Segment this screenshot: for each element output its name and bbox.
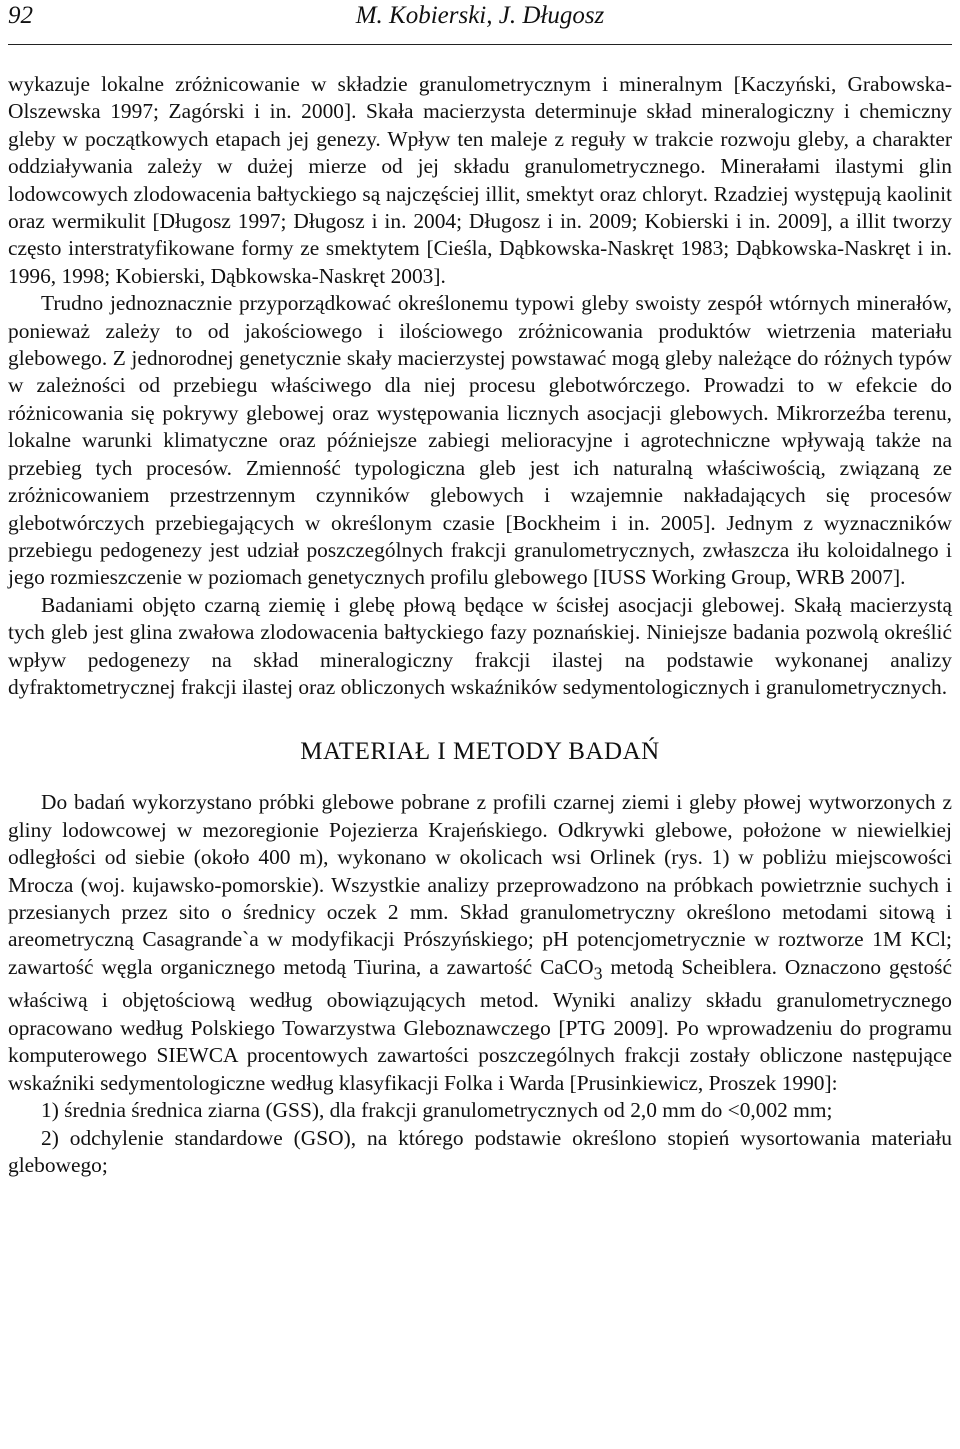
page bbox=[8, 0, 952, 1179]
methods-text-part-1: Do badań wykorzystano próbki glebowe pobrane z profili czarnej ziemi i gleby płowej wytworzonych z gliny lodowcowej w mezoregionie Pojezierza Krajeńskiego. Odkrywki glebowe, położone w niewielkiej odległości od siebie (około 400 m), wykonano w okolicach wsi Orlinek (rys. 1) w pobliżu miejscowości Mrocza (woj. kujawsko-pomorskie). Wszystkie analizy przeprowadzono na próbkach powietrznie suchych i przesianych przez sito o średnicy oczek 2 mm. Skład granulometryczny określono metodami sitową i areometryczną Casagrande`a w modyfikacji Prószyńskiego; pH potencjometrycznie w roztworze 1M KCl; zawartość węgla organicznego metodą Tiurina, a zawartość CaCO bbox=[8, 790, 952, 979]
paragraph-2: Trudno jednoznacznie przyporządkować określonemu typowi gleby swoisty zespół wtórnych minerałów, ponieważ zależy to od jakościowego i ilościowego zróżnicowania produktów wietrzenia materiału glebowego. Z jednorodnej genetycznie skały macierzystej powstawać mogą gleby należące do różnych typów w zależności od przebiegu właściwego dla niej procesu glebotwórczego. Prowadzi to w efekcie do różnicowania się pokrywy glebowej oraz występowania licznych asocjacji glebowych. Mikrorzeźba terenu, lokalne warunki klimatyczne oraz późniejsze zabiegi melioracyjne i agrotechniczne wpływają także na przebieg tych procesów. Zmienność typologiczna gleb jest ich naturalną właściwością, związaną ze zróżnicowaniem przestrzennym czynników glebowych i wzajemnie nakładających się procesów glebotwórczych przebiegających w określonym czasie [Bockheim i in. 2005]. Jednym z wyznaczników przebiegu pedogenezy jest udział poszczególnych frakcji granulometrycznych, zwłaszcza iłu koloidalnego i jego rozmieszczenie w poziomach genetycznych profilu glebowego [IUSS Working Group, WRB 2007]. bbox=[8, 291, 952, 590]
caco3-subscript: 3 bbox=[593, 963, 603, 984]
methods-paragraph bbox=[8, 789, 952, 1097]
page-number: 92 bbox=[8, 2, 33, 29]
paragraph-3: Badaniami objęto czarną ziemię i glebę płową będące w ścisłej asocjacji glebowej. Skałą macierzystą tych gleb jest glina zwałowa zlodowacenia bałtyckiego fazy poznańskiej. Niniejsze badania pozwolą określić wpływ pedogenezy na skład mineralogiczny frakcji ilastej na podstawie wykonanej analizy dyfraktometrycznej frakcji ilastej oraz obliczonych wskaźników sedymentologicznych i granulometrycznych. bbox=[8, 592, 952, 699]
running-head bbox=[8, 0, 952, 45]
section-heading: MATERIAŁ I METODY BADAŃ bbox=[300, 738, 660, 766]
running-head-authors: M. Kobierski, J. Długosz bbox=[355, 2, 605, 29]
paragraph-1: wykazuje lokalne zróżnicowanie w składzie granulometrycznym i mineralnym [Kaczyński, Grabowska-Olszewska 1997; Zagórski i in. 2000]. Skała macierzysta determinuje skład mineralogiczny i chemiczny gleby w początkowych etapach jej genezy. Wpływ ten maleje z reguły w trakcie rozwoju gleby, a charakter oddziaływania zależy w dużej mierze od jej składu granulometrycznego. Minerałami ilastymi glin lodowcowych zlodowacenia bałtyckiego są najczęściej illit, smektyt oraz chloryt. Rzadziej występują kaolinit oraz wermikulit [Długosz 1997; Długosz i in. 2004; Długosz i in. 2009; Kobierski i in. 2009], a illit tworzy często interstratyfikowane formy ze smektytem [Cieśla, Dąbkowska-Naskręt 1983; Dąbkowska-Naskręt i in. 1996, 1998; Kobierski, Dąbkowska-Naskręt 2003]. bbox=[8, 72, 952, 288]
list-item: 2) odchylenie standardowe (GSO), na którego podstawie określono stopień wysortowania materiału glebowego; bbox=[8, 1125, 952, 1177]
list-item: 1) średnia średnica ziarna (GSS), dla frakcji granulometrycznych od 2,0 mm do <0,002 mm; bbox=[41, 1098, 833, 1123]
body-text bbox=[8, 71, 952, 1179]
methods-text-part-2: metodą Scheiblera. Oznaczono gęstość właściwą i objętościową według obowiązujących metod. Wyniki analizy składu granulometrycznego opracowano według Polskiego Towarzystwa Gleboznawczego [PTG 2009]. Po wprowadzeniu do programu komputerowego SIEWCA procentowych zawartości poszczególnych frakcji zostały obliczone następujące wskaźniki sedymentologiczne według klasyfikacji Folka i Warda [Prusinkiewicz, Proszek 1990]: bbox=[8, 954, 952, 1095]
